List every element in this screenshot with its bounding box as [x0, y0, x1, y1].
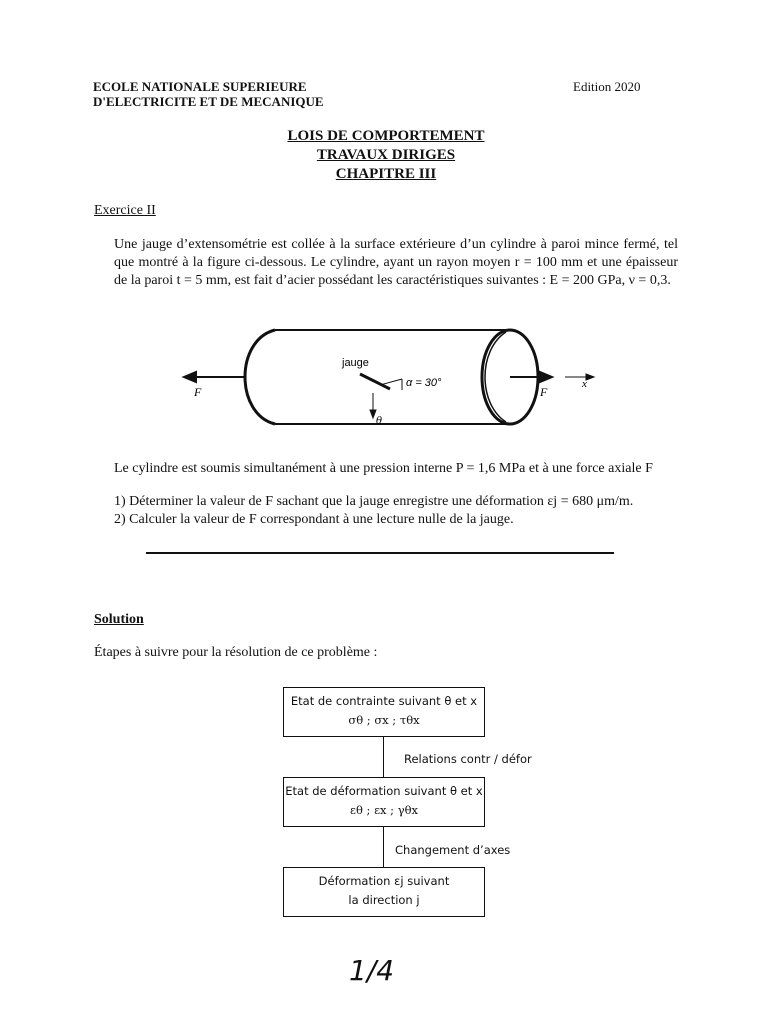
edition: Edition 2020: [573, 79, 641, 94]
chapter-title: CHAPITRE III: [335, 166, 437, 182]
axis-x-label: x: [582, 378, 587, 390]
question-2: 2) Calculer la valeur de F correspondant à une lecture nulle de la jauge.: [114, 512, 514, 527]
steps-intro: Étapes à suivre pour la résolution de ce problème :: [94, 645, 378, 660]
page-number: [345, 950, 425, 990]
doc-title: LOIS DE COMPORTEMENT: [287, 128, 485, 144]
doc-subtitle: TRAVAUX DIRIGES: [316, 147, 456, 163]
flow-label-1: Relations contr / défor: [404, 752, 532, 766]
angle-ray: [380, 379, 402, 385]
force-right-label: F: [540, 385, 548, 399]
question-1: 1) Déterminer la valeur de F sachant que la jauge enregistre une déformation εj = 680 μm/m.: [114, 494, 634, 509]
strain-state-box: [283, 777, 485, 827]
angle-label: α = 30°: [406, 377, 442, 389]
exercise-intro: Une jauge d’extensométrie est collée à la surface extérieure d’un cylindre à paroi mince fermé, tel que montré à la figure ci-dessous. Le cylindre, ayant un rayon moyen r = 100 mm et une épaisseur de la paroi t = 5 mm, est fait d’acier possédant les caractéristiques suivantes : E = 200 GPa, ν = 0,3.: [114, 237, 678, 288]
stress-state-box: [283, 687, 485, 737]
gauge-strain-title: Déformation εj suivant: [318, 874, 450, 888]
flow-label-2: Changement d’axes: [395, 843, 511, 857]
loading-text: Le cylindre est soumis simultanément à une pression interne P = 1,6 MPa et à une force axiale F: [114, 461, 653, 476]
stress-components: σθ ; σx ; τθx: [348, 713, 420, 727]
axis-theta-label: θ: [376, 416, 383, 427]
gauge-mark: [360, 374, 390, 389]
strain-state-title: Etat de déformation suivant θ et x: [285, 784, 483, 798]
page-number-text: 1/4: [349, 954, 395, 987]
gauge-strain-direction: la direction j: [348, 893, 420, 907]
cylinder-figure: [180, 320, 600, 430]
flow-connector-2: [383, 827, 384, 867]
force-left-label: F: [194, 385, 202, 399]
stress-state-title: Etat de contrainte suivant θ et x: [290, 694, 478, 708]
gauge-strain-box: [283, 867, 485, 917]
exercise-label: Exercice II: [94, 203, 156, 218]
cylinder-left-end: [245, 330, 275, 424]
gauge-label: jauge: [342, 357, 369, 369]
flow-connector-1: [383, 737, 384, 777]
solution-heading: Solution: [94, 612, 144, 627]
school-name-line2: D'ELECTRICITE ET DE MECANIQUE: [93, 94, 324, 109]
strain-components: εθ ; εx ; γθx: [350, 803, 418, 817]
school-name: [93, 79, 324, 109]
separator-rule: [146, 552, 614, 554]
school-name-line1: ECOLE NATIONALE SUPERIEURE: [93, 79, 307, 94]
